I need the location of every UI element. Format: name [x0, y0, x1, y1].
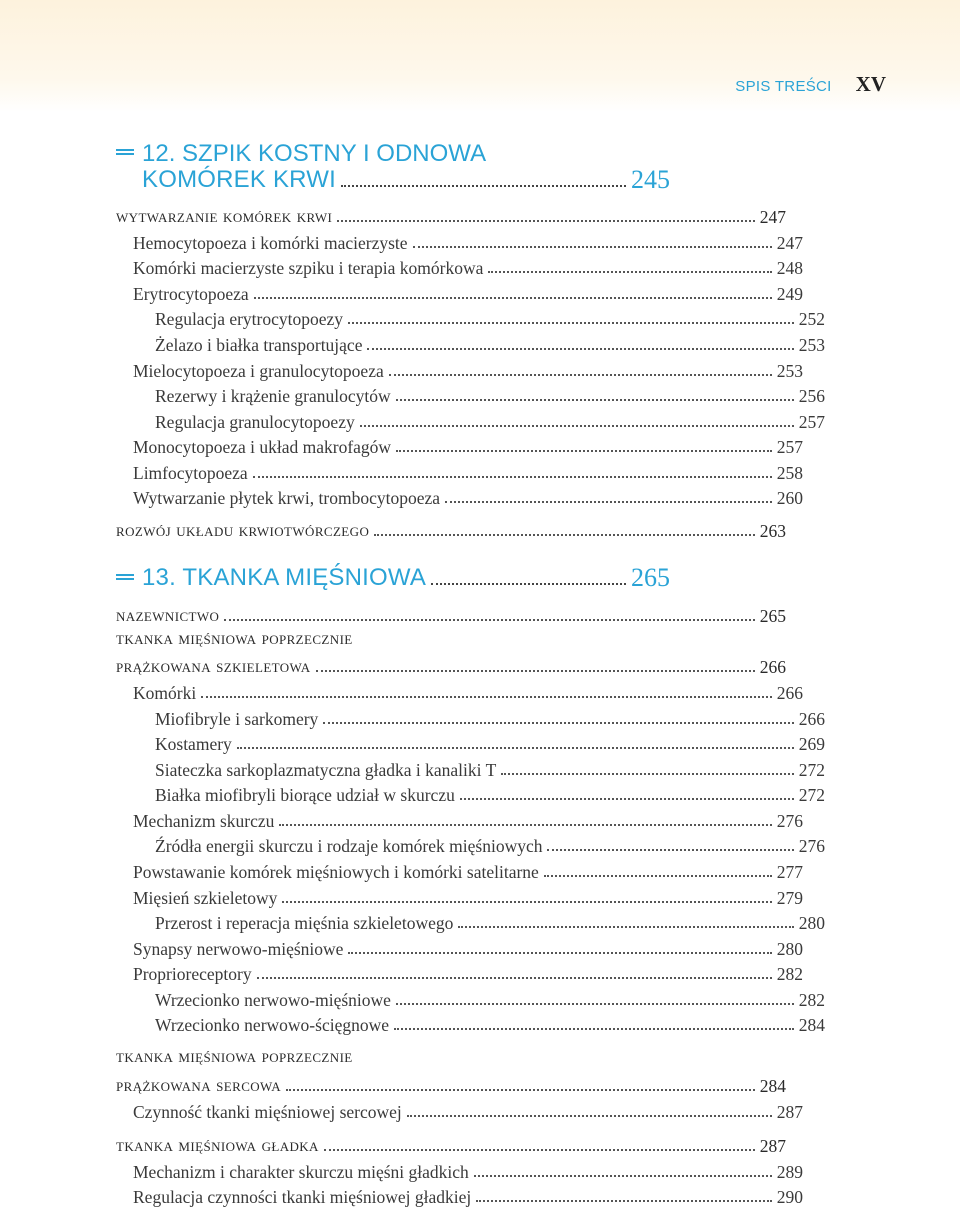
leader-dots — [413, 245, 772, 248]
toc-entry-page: 256 — [798, 386, 825, 406]
running-head-page-number: XV — [855, 72, 886, 96]
leader-dots — [396, 398, 794, 401]
toc-entry[interactable] — [0, 1130, 960, 1156]
toc-entry-label: wytwarzanie komórek krwi — [116, 206, 333, 227]
chapter-12-title-line2: KOMÓREK KRWI — [142, 166, 336, 193]
leader-dots — [394, 1027, 794, 1030]
toc-entry[interactable] — [0, 933, 960, 959]
toc-entry[interactable] — [0, 677, 960, 703]
leader-dots — [201, 695, 772, 698]
leader-dots — [544, 874, 772, 877]
toc-entry-page: 287 — [759, 1136, 786, 1156]
toc-entry-label: Synapsy nerwowo-mięśniowe — [133, 939, 344, 959]
leader-dots — [279, 823, 771, 826]
leader-dots — [407, 1114, 772, 1117]
toc-entry[interactable] — [0, 1070, 960, 1096]
toc-entry-page: 257 — [776, 437, 803, 457]
toc-entry-label: Proprioreceptory — [133, 964, 252, 984]
toc-entry[interactable] — [0, 856, 960, 882]
toc-entry-page: 284 — [759, 1076, 786, 1096]
leader-dots — [445, 500, 772, 503]
toc-entry-page: 253 — [776, 361, 803, 381]
toc-entry[interactable] — [0, 703, 960, 729]
running-head-section: SPIS TREŚCI — [735, 78, 832, 95]
leader-dots — [488, 270, 771, 273]
toc-entry-page: 282 — [776, 964, 803, 984]
toc-entry-label: Mechanizm i charakter skurczu mięśni gładkich — [133, 1162, 469, 1182]
leader-dots — [324, 1148, 755, 1151]
toc-entry-label: Powstawanie komórek mięśniowych i komórki satelitarne — [133, 862, 539, 882]
toc-entry-label: Rezerwy i krążenie granulocytów — [155, 386, 391, 406]
leader-dots — [374, 533, 755, 536]
toc-entry-label: Limfocytopoeza — [133, 463, 248, 483]
leader-dots — [237, 746, 794, 749]
toc-entry-label: Regulacja czynności tkanki mięśniowej gładkiej — [133, 1187, 472, 1207]
toc-entry[interactable] — [0, 380, 960, 406]
toc-entry-page: 277 — [776, 862, 803, 882]
toc-entry-label: nazewnictwo — [116, 605, 220, 626]
toc-entry-label: Mielocytopoeza i granulocytopoeza — [133, 361, 384, 381]
toc-entry-label: Regulacja erytrocytopoezy — [155, 309, 344, 329]
toc-entry-label-line1: tkanka mięśniowa poprzecznie — [116, 1046, 353, 1067]
toc-entry[interactable] — [0, 1181, 960, 1207]
toc-entry-label: Wytwarzanie płytek krwi, trombocytopoeza — [133, 488, 441, 508]
toc-entry-page: 265 — [759, 606, 786, 626]
chapter-12-title-line1: 12. SZPIK KOSTNY I ODNOWA — [142, 140, 487, 167]
toc-entry[interactable] — [0, 779, 960, 805]
toc-entry-page: 247 — [759, 207, 786, 227]
leader-dots — [431, 582, 626, 585]
toc-entry-page: 280 — [776, 939, 803, 959]
toc-entry-label: Wrzecionko nerwowo-ścięgnowe — [155, 1015, 389, 1035]
toc-entry-page: 269 — [798, 734, 825, 754]
toc-entry-label: Żelazo i białka transportujące — [155, 335, 363, 355]
toc-entry-page: 263 — [759, 521, 786, 541]
toc-entry[interactable] — [0, 600, 960, 626]
leader-dots — [254, 296, 772, 299]
leader-dots — [367, 347, 793, 350]
toc-entry[interactable] — [0, 1156, 960, 1182]
toc-entry-page: 252 — [798, 309, 825, 329]
toc-entry-label: prążkowana szkieletowa — [116, 656, 311, 677]
toc-entry-label: Komórki — [133, 683, 197, 703]
leader-dots — [337, 219, 755, 222]
toc-entry[interactable] — [0, 984, 960, 1010]
toc-entry-page: 266 — [776, 683, 803, 703]
toc-entry-page: 258 — [776, 463, 803, 483]
leader-dots — [501, 772, 793, 775]
toc-entry-label: Regulacja granulocytopoezy — [155, 412, 355, 432]
toc-entry[interactable] — [0, 329, 960, 355]
toc-entry-label-line1: tkanka mięśniowa poprzecznie — [116, 628, 353, 649]
chapter-13-title: 13. TKANKA MIĘŚNIOWA — [142, 564, 427, 591]
toc-entry-label: Monocytopoeza i układ makrofagów — [133, 437, 392, 457]
toc-entry-label: Komórki macierzyste szpiku i terapia komórkowa — [133, 258, 484, 278]
toc-entry-page: 249 — [776, 284, 803, 304]
toc-entry-label: prążkowana sercowa — [116, 1075, 282, 1096]
leader-dots — [348, 321, 794, 324]
leader-dots — [257, 976, 772, 979]
toc-entry[interactable] — [0, 651, 960, 677]
chapter-12-entry[interactable] — [0, 164, 960, 194]
leader-dots — [316, 669, 755, 672]
toc-entry-page: 253 — [798, 335, 825, 355]
toc-entry-page: 272 — [798, 785, 825, 805]
toc-entry-label: rozwój układu krwiotwórczego — [116, 520, 370, 541]
toc-entry-page: 276 — [776, 811, 803, 831]
leader-dots — [282, 900, 771, 903]
leader-dots — [458, 925, 793, 928]
toc-entry[interactable] — [0, 201, 960, 227]
leader-dots — [360, 424, 794, 427]
toc-entry[interactable] — [0, 431, 960, 457]
toc-entry-page: 272 — [798, 760, 825, 780]
toc-entry-page: 266 — [798, 709, 825, 729]
toc-entry[interactable] — [0, 728, 960, 754]
toc-entry-page: 289 — [776, 1162, 803, 1182]
chapter-13-entry[interactable] — [0, 560, 960, 592]
leader-dots — [476, 1199, 772, 1202]
toc-entry-label: Mięsień szkieletowy — [133, 888, 278, 908]
leader-dots — [389, 373, 772, 376]
toc-entry[interactable] — [0, 830, 960, 856]
toc-entry[interactable] — [0, 907, 960, 933]
toc-entry[interactable] — [0, 805, 960, 831]
toc-entry-page: 284 — [798, 1015, 825, 1035]
toc-entry-label: Siateczka sarkoplazmatyczna gładka i kanaliki T — [155, 760, 497, 780]
leader-dots — [341, 184, 626, 187]
toc-entry-page: 287 — [776, 1102, 803, 1122]
leader-dots — [474, 1174, 772, 1177]
leader-dots — [286, 1088, 755, 1091]
toc-entry[interactable] — [0, 882, 960, 908]
toc-entry-label: Miofibryle i sarkomery — [155, 709, 319, 729]
toc-entry-page: 276 — [798, 836, 825, 856]
toc-entry[interactable] — [0, 515, 960, 541]
leader-dots — [348, 951, 771, 954]
toc-entry[interactable] — [0, 482, 960, 508]
leader-dots — [547, 848, 793, 851]
toc-entry[interactable] — [0, 754, 960, 780]
toc-entry[interactable] — [0, 303, 960, 329]
leader-dots — [460, 797, 794, 800]
toc-entry-page: 290 — [776, 1187, 803, 1207]
toc-entry-label: Przerost i reperacja mięśnia szkieletowego — [155, 913, 454, 933]
toc-entry[interactable] — [0, 457, 960, 483]
toc-entry-label: Kostamery — [155, 734, 232, 754]
chapter-12-page: 245 — [631, 165, 670, 194]
toc-entry[interactable] — [0, 1096, 960, 1122]
toc-entry-label: Czynność tkanki mięśniowej sercowej — [133, 1102, 402, 1122]
chapter-13-page: 265 — [631, 563, 670, 592]
toc-entry-page: 266 — [759, 657, 786, 677]
toc-entry-label: Białka miofibryli biorące udział w skurczu — [155, 785, 455, 805]
toc-entry-page: 257 — [798, 412, 825, 432]
toc-entry-label: Wrzecionko nerwowo-mięśniowe — [155, 990, 391, 1010]
leader-dots — [224, 618, 754, 621]
leader-dots — [253, 475, 772, 478]
toc-entry[interactable] — [0, 406, 960, 432]
chapter-marker-icon — [116, 149, 134, 155]
toc-entry[interactable] — [0, 227, 960, 253]
toc-entry-page: 282 — [798, 990, 825, 1010]
toc-entry-page: 260 — [776, 488, 803, 508]
toc-entry[interactable] — [0, 278, 960, 304]
toc-entry-label: tkanka mięśniowa gładka — [116, 1135, 319, 1156]
toc-entry[interactable] — [0, 252, 960, 278]
toc-entry[interactable] — [0, 1009, 960, 1035]
toc-entry[interactable] — [0, 958, 960, 984]
leader-dots — [396, 1002, 794, 1005]
toc-entry-page: 280 — [798, 913, 825, 933]
toc-entry-label: Źródła energii skurczu i rodzaje komórek mięśniowych — [155, 836, 543, 856]
toc-entry-page: 248 — [776, 258, 803, 278]
toc-entry[interactable] — [0, 355, 960, 381]
toc-entry-label: Erytrocytopoeza — [133, 284, 249, 304]
leader-dots — [323, 721, 793, 724]
toc-entry-page: 247 — [776, 233, 803, 253]
toc-entry-label: Hemocytopoeza i komórki macierzyste — [133, 233, 408, 253]
toc-entry-label: Mechanizm skurczu — [133, 811, 275, 831]
toc-entry-page: 279 — [776, 888, 803, 908]
leader-dots — [396, 449, 772, 452]
